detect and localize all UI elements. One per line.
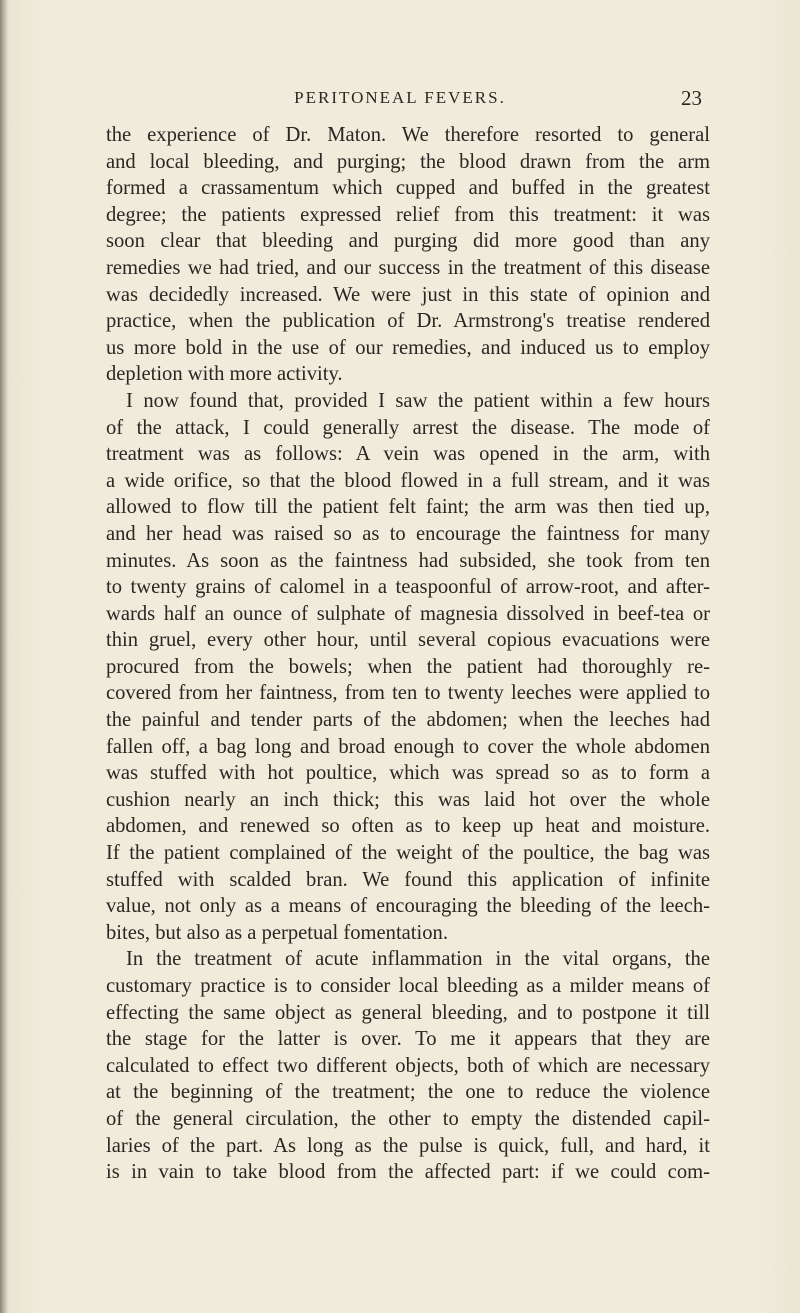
text-line: minutes. As soon as the faintness had subsided, she took from ten <box>106 549 710 572</box>
text-line: stuffed with scalded bran. We found this application of infinite <box>106 868 710 891</box>
text-line: and local bleeding, and purging; the blood drawn from the arm <box>106 150 710 173</box>
text-line: remedies we had tried, and our success in the treatment of this disease <box>106 256 710 279</box>
text-line: practice, when the publication of Dr. Armstrong's treatise rendered <box>106 310 710 333</box>
text-line: value, not only as a means of encouraging the bleeding of the leech- <box>106 895 710 918</box>
text-line: the experience of Dr. Maton. We therefore resorted to general <box>106 124 710 146</box>
text-line: cushion nearly an inch thick; this was laid hot over the whole <box>106 788 710 811</box>
body-text <box>106 122 710 1186</box>
text-line: treatment was as follows: A vein was opened in the arm, with <box>106 443 710 466</box>
text-line: of the general circulation, the other to empty the distended capil- <box>106 1107 710 1130</box>
text-line: is in vain to take blood from the affected part: if we could com- <box>106 1161 710 1184</box>
text-line: bites, but also as a perpetual fomentation. <box>106 921 448 944</box>
text-line: thin gruel, every other hour, until several copious evacuations were <box>106 629 710 652</box>
text-line: wards half an ounce of sulphate of magnesia dissolved in beef-tea or <box>106 602 710 625</box>
text-line: was stuffed with hot poultice, which was spread so as to form a <box>106 762 710 785</box>
text-line: effecting the same object as general bleeding, and to postpone it till <box>106 1001 710 1024</box>
text-line: calculated to effect two different objects, both of which are necessary <box>106 1054 710 1077</box>
paragraph-start-line: In the treatment of acute inflammation in the vital organs, the <box>126 948 710 971</box>
text-line: to twenty grains of calomel in a teaspoonful of arrow-root, and after- <box>106 576 710 599</box>
text-line: abdomen, and renewed so often as to keep up heat and moisture. <box>106 815 710 838</box>
paragraph-start-line: I now found that, provided I saw the patient within a few hours <box>126 389 710 412</box>
running-title: PERITONEAL FEVERS. <box>294 88 506 107</box>
text-line: soon clear that bleeding and purging did more good than any <box>106 230 710 253</box>
text-line: the painful and tender parts of the abdomen; when the leeches had <box>106 709 710 732</box>
text-line: procured from the bowels; when the patient had thoroughly re- <box>106 655 710 678</box>
text-line: was decidedly increased. We were just in this state of opinion and <box>106 283 710 306</box>
page-number: 23 <box>681 86 702 110</box>
text-line: laries of the part. As long as the pulse is quick, full, and hard, it <box>106 1134 710 1157</box>
text-line: at the beginning of the treatment; the one to reduce the violence <box>106 1081 710 1104</box>
text-line: covered from her faintness, from ten to twenty leeches were applied to <box>106 682 710 705</box>
text-line: allowed to flow till the patient felt faint; the arm was then tied up, <box>106 496 710 519</box>
text-line: customary practice is to consider local bleeding as a milder means of <box>106 975 710 997</box>
running-head <box>40 88 760 112</box>
text-line: and her head was raised so as to encourage the faintness for many <box>106 522 710 545</box>
text-line: the stage for the latter is over. To me it appears that they are <box>106 1028 710 1051</box>
text-line: fallen off, a bag long and broad enough to cover the whole abdomen <box>106 735 710 758</box>
text-line: depletion with more activity. <box>106 363 343 386</box>
text-line: of the attack, I could generally arrest the disease. The mode of <box>106 416 710 439</box>
text-line: formed a crassamentum which cupped and buffed in the greatest <box>106 177 710 200</box>
page-binding-edge <box>0 0 8 1313</box>
text-line: degree; the patients expressed relief from this treatment: it was <box>106 203 710 226</box>
text-line: a wide orifice, so that the blood flowed in a full stream, and it was <box>106 469 710 492</box>
text-line: us more bold in the use of our remedies, and induced us to employ <box>106 336 710 359</box>
text-line: If the patient complained of the weight of the poultice, the bag was <box>106 842 710 865</box>
